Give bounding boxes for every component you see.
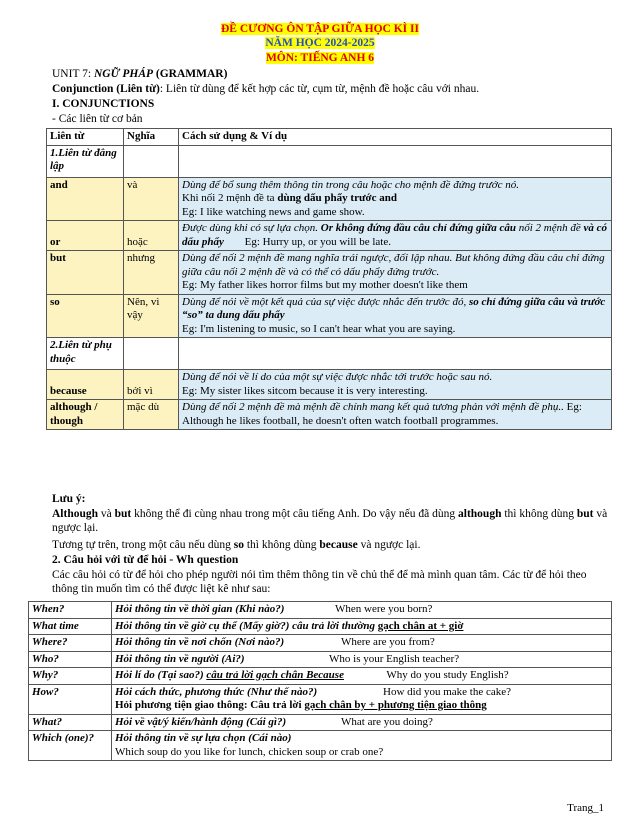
wh-usage: Hỏi thông tin về người (Ai?) Who is your English teacher? — [112, 651, 612, 668]
section-wh-heading: 2. Câu hỏi với từ để hỏi - Wh question — [52, 554, 239, 566]
conjunction-definition: Conjunction (Liên từ): Liên từ dùng để kết hợp các từ, cụm từ, mệnh đề hoặc câu với nhau. — [52, 83, 480, 95]
conjunctions-table — [46, 128, 612, 430]
wh-usage: Hỏi thông tin về giờ cụ thể (Mấy giờ?) câu trả lời thường gạch chân at + giờ — [112, 618, 612, 635]
conj-word: so — [47, 294, 124, 338]
wh-word: When? — [29, 602, 112, 619]
document-title: ĐỀ CƯƠNG ÔN TẬP GIỮA HỌC KÌ II — [221, 23, 419, 35]
header-usage: Cách sử dụng & Ví dụ — [179, 129, 612, 146]
wh-word: Which (one)? — [29, 731, 112, 761]
subject-title: MÔN: TIẾNG ANH 6 — [265, 52, 375, 64]
wh-usage: Hỏi về vật/ý kiến/hành động (Cái gì?) What are you doing? — [112, 714, 612, 731]
section-conjunctions-heading: I. CONJUNCTIONS — [52, 98, 155, 110]
wh-word: What? — [29, 714, 112, 731]
conj-word: although / though — [47, 400, 124, 430]
table-row — [47, 177, 612, 221]
header-meaning: Nghĩa — [124, 129, 179, 146]
table-row — [47, 221, 612, 251]
group-coordinating: 1.Liên từ đẳng lập — [47, 145, 124, 177]
table-row — [47, 338, 612, 370]
table-row — [29, 668, 612, 685]
wh-questions-table — [28, 601, 612, 761]
wh-usage: Hỏi thông tin về nơi chốn (Nơi nào?) Where are you from? — [112, 635, 612, 652]
conj-usage: Dùng để nối 2 mệnh đề mà mệnh đề chính mang kết quả tương phản với mệnh đề phụ.. Eg: Although he likes football, he doesn't often watch football programmes. — [179, 400, 612, 430]
conj-meaning: nhưng — [124, 251, 179, 295]
table-row — [29, 635, 612, 652]
table-row — [47, 400, 612, 430]
school-year: NĂM HỌC 2024-2025 — [265, 37, 375, 49]
table-row — [29, 602, 612, 619]
note-although-but: Although và but không thể đi cùng nhau trong một câu tiếng Anh. Do vậy nếu đã dùng although thì không dùng but và ngược lại. — [52, 508, 608, 534]
table-row — [47, 370, 612, 400]
unit-heading: UNIT 7: NGỮ PHÁP (GRAMMAR) — [52, 68, 228, 80]
note-title: Lưu ý: — [52, 493, 86, 505]
conj-usage: Dùng để bổ sung thêm thông tin trong câu hoặc cho mệnh đề đứng trước nó. Khi nối 2 mệnh đề ta dùng dấu phẩy trước and Eg: I like watching news and game show. — [179, 177, 612, 221]
wh-usage: Hỏi thông tin về thời gian (Khi nào?) When were you born? — [112, 602, 612, 619]
table-row — [47, 294, 612, 338]
header-conjunction: Liên từ — [47, 129, 124, 146]
conj-meaning: mặc dù — [124, 400, 179, 430]
wh-word: Where? — [29, 635, 112, 652]
wh-usage: Hỏi lí do (Tại sao?) câu trả lời gạch chân Because Why do you study English? — [112, 668, 612, 685]
conj-meaning: và — [124, 177, 179, 221]
table-row — [29, 618, 612, 635]
conj-usage: Dùng để nói về lí do của một sự việc được nhắc tới trước hoặc sau nó. Eg: My sister likes sitcom because it is very interesting. — [179, 370, 612, 400]
conj-word: or — [47, 221, 124, 251]
conj-meaning: Nên, vì vậy — [124, 294, 179, 338]
conj-word: but — [47, 251, 124, 295]
table-header-row — [47, 129, 612, 146]
basic-conjunctions-label: - Các liên từ cơ bản — [52, 113, 143, 125]
group-subordinating: 2.Liên từ phụ thuộc — [47, 338, 124, 370]
conj-usage: Được dùng khi có sự lựa chọn. Or không đứng đầu câu chỉ đứng giữa câu nối 2 mệnh đề và có dấu phẩy Eg: Hurry up, or you will be late. — [179, 221, 612, 251]
conj-word: and — [47, 177, 124, 221]
wh-usage: Hỏi cách thức, phương thức (Như thế nào?) How did you make the cake? Hỏi phương tiện giao thông: Câu trả lời gạch chân by + phương tiện giao thông — [112, 684, 612, 714]
wh-word: How? — [29, 684, 112, 714]
wh-word: Who? — [29, 651, 112, 668]
wh-word: What time — [29, 618, 112, 635]
table-row — [47, 251, 612, 295]
page-number: Trang_1 — [567, 802, 604, 814]
table-row — [29, 651, 612, 668]
conj-usage: Dùng để nói về một kết quả của sự việc được nhắc đến trước đó, so chỉ đứng giữa câu và trước “so” ta dung dấu phẩy Eg: I'm listening to music, so I can't hear what you are saying. — [179, 294, 612, 338]
table-row — [29, 714, 612, 731]
note-so-because: Tương tự trên, trong một câu nếu dùng so thì không dùng because và ngược lại. — [52, 539, 421, 551]
table-row — [47, 145, 612, 177]
wh-description: Các câu hỏi có từ để hỏi cho phép người nói tìm thêm thông tin về chủ thể để mà mình quan tâm. Các từ để hỏi theo thông tin muốn tìm có thể được liệt kê như sau: — [52, 569, 587, 595]
conj-usage: Dùng để nối 2 mệnh đề mang nghĩa trái ngược, đối lập nhau. But không đứng đầu câu chỉ đứng giữa câu nối 2 mệnh đề và có thể có dấu phẩy đứng trước. Eg: My father likes horror films but my mother doesn't like them — [179, 251, 612, 295]
table-row — [29, 731, 612, 761]
table-row — [29, 684, 612, 714]
conj-word: because — [47, 370, 124, 400]
wh-usage: Hỏi thông tin về sự lựa chọn (Cái nào) Which soup do you like for lunch, chicken soup or crab one? — [112, 731, 612, 761]
conj-meaning: bởi vì — [124, 370, 179, 400]
conj-meaning: hoặc — [124, 221, 179, 251]
wh-word: Why? — [29, 668, 112, 685]
